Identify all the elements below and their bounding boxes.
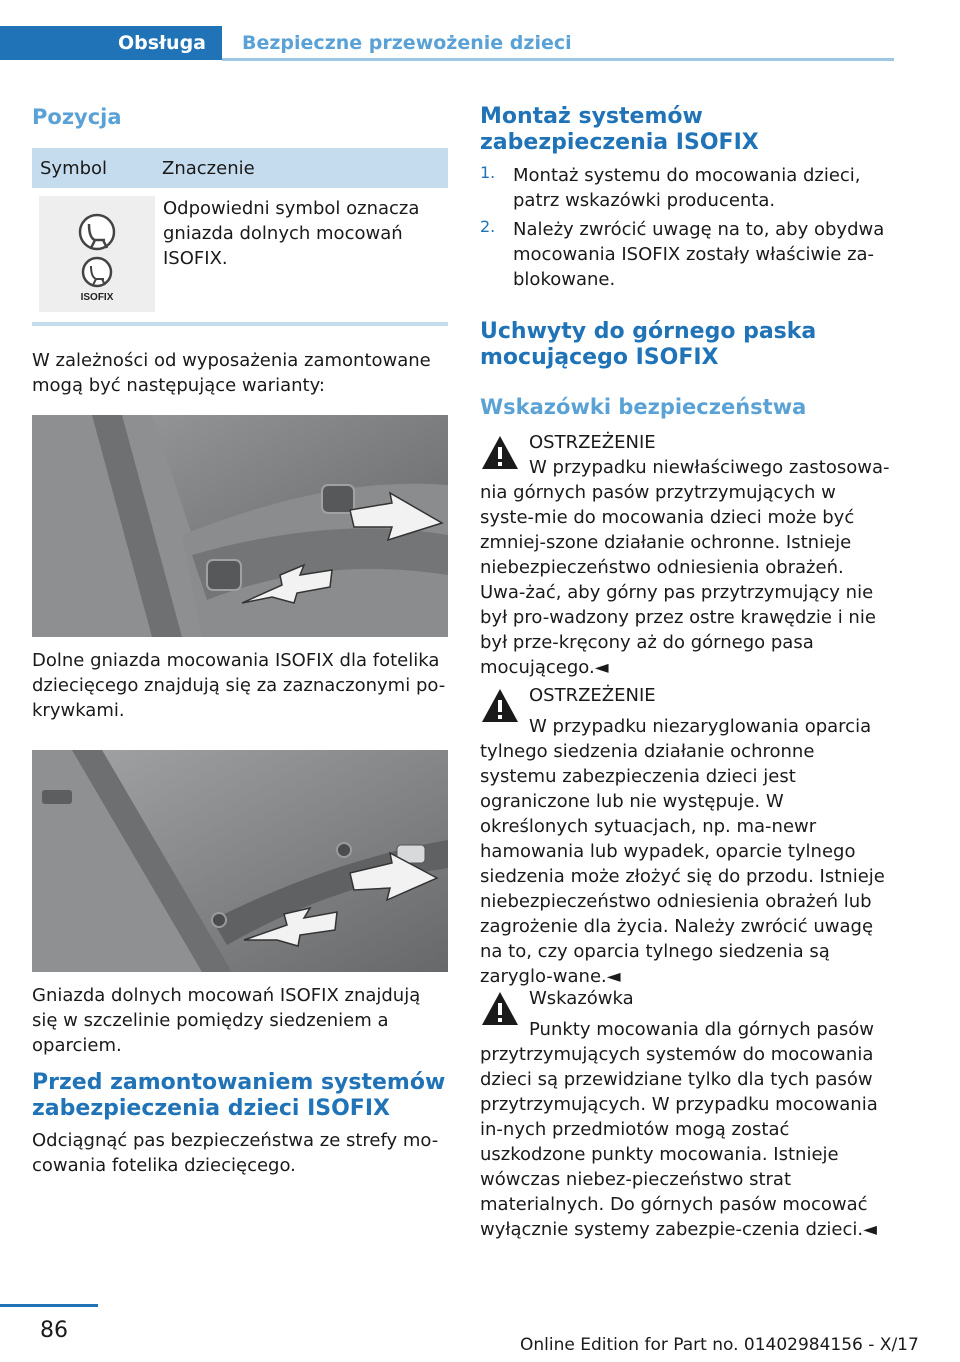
page-number: 86 — [40, 1318, 68, 1343]
before-mount-heading: Przed zamontowaniem systemów zabezpieczenia dzieci ISOFIX — [32, 1070, 446, 1121]
table-header — [32, 148, 448, 188]
footer-rule — [0, 1304, 98, 1307]
seat-photo-gap — [32, 750, 448, 972]
note-text: Punkty mocowania dla górnych pasów przytrzymujących systemów do mocowania dzieci są przewidziane tylko dla tych pasów przytrzymujących. W przypadku mocowania in-nych przedmiotów mogą zostać uszkodzone punkty mocowania. Istnieje wówczas niebez-pieczeństwo strat materialnych. Do górnych pasów mocować wyłącznie systemy zabezpie-czenia dzieci.◄ — [480, 1019, 878, 1240]
warning-1-text: W przypadku niewłaściwego zastosowa-nia górnych pasów przytrzymujących w syste-mie do mocowania dzieci może być zmniej-szone działanie ochronne. Istnieje niebezpieczeństwo odniesienia obrażeń. Uwa-żać, aby górny pas przytrzymujący nie był pro-wadzony przez ostre krawędzie i nie był prze-kręcony aż do górnego pasa mocującego.◄ — [480, 457, 890, 678]
table-col-meaning: Znaczenie — [162, 157, 255, 179]
isofix-symbol-cell — [39, 196, 155, 312]
caption-gap: Gniazda dolnych mocowań ISOFIX znajdują się w szczelinie pomiędzy siedzeniem a oparciem. — [32, 985, 421, 1056]
isofix-icon-label: ISOFIX — [80, 292, 114, 303]
footer-edition: Online Edition for Part no. 01402984156 - X/17 — [520, 1335, 919, 1355]
caption-covers: Dolne gniazda mocowania ISOFIX dla fotelika dziecięcego znajdują się za zaznaczonymi po-krywkami. — [32, 650, 446, 721]
table-bottom-rule — [32, 322, 448, 326]
table-col-symbol: Symbol — [40, 157, 108, 179]
table-meaning-text: Odpowiedni symbol oznacza gniazda dolnych mocowań ISOFIX. — [163, 198, 420, 269]
step-number: 1. — [480, 163, 496, 182]
warning-2-text: W przypadku niezaryglowania oparcia tylnego siedzenia działanie ochronne systemu zabezpieczenia dzieci jest ograniczone lub nie występuje. W określonych sytuacjach, np. ma-newr hamowania lub wypadek, oparcie tylnego siedzenia może złożyć się do przodu. Istnieje niebezpieczeństwo odniesienia obrażeń lub zagrożenie dla życia. Należy zwrócić uwagę na to, czy oparcia tylnego siedzenia są zaryglo-wane.◄ — [480, 716, 885, 987]
seat-photo-covers — [32, 415, 448, 637]
note-title: Wskazówka — [529, 988, 634, 1009]
warning-2-title: OSTRZEŻENIE — [529, 685, 656, 706]
note-body — [480, 1017, 894, 1242]
warning-1-title: OSTRZEŻENIE — [529, 432, 656, 453]
step-number: 2. — [480, 217, 496, 236]
position-heading: Pozycja — [32, 105, 122, 129]
header-tab-chapter[interactable] — [222, 26, 894, 60]
intro-text: W zależności od wyposażenia zamontowane mogą być następujące warianty: — [32, 350, 431, 396]
warning-2-body — [480, 714, 894, 989]
mount-heading: Montaż systemów zabezpieczenia ISOFIX — [480, 104, 759, 155]
list-item — [480, 163, 894, 213]
handles-heading: Uchwyty do górnego paska mocującego ISOFIX — [480, 319, 817, 370]
header-tab-label: Obsługa — [117, 32, 206, 54]
isofix-symbol-icon — [39, 196, 155, 312]
header-tab-obsluga[interactable] — [0, 26, 222, 60]
mount-steps — [480, 163, 894, 292]
step-text: Należy zwrócić uwagę na to, aby obydwa mocowania ISOFIX zostały właściwie za-blokowane. — [513, 219, 885, 290]
list-item — [480, 217, 894, 292]
safety-heading: Wskazówki bezpieczeństwa — [480, 395, 807, 419]
before-mount-text: Odciągnąć pas bezpieczeństwa ze strefy mo-cowania fotelika dziecięcego. — [32, 1130, 439, 1176]
header-chapter-label: Bezpieczne przewożenie dzieci — [242, 32, 572, 54]
warning-1-body — [480, 455, 894, 680]
step-text: Montaż systemu do mocowania dzieci, patrz wskazówki producenta. — [513, 165, 861, 211]
header-underline — [222, 58, 894, 61]
